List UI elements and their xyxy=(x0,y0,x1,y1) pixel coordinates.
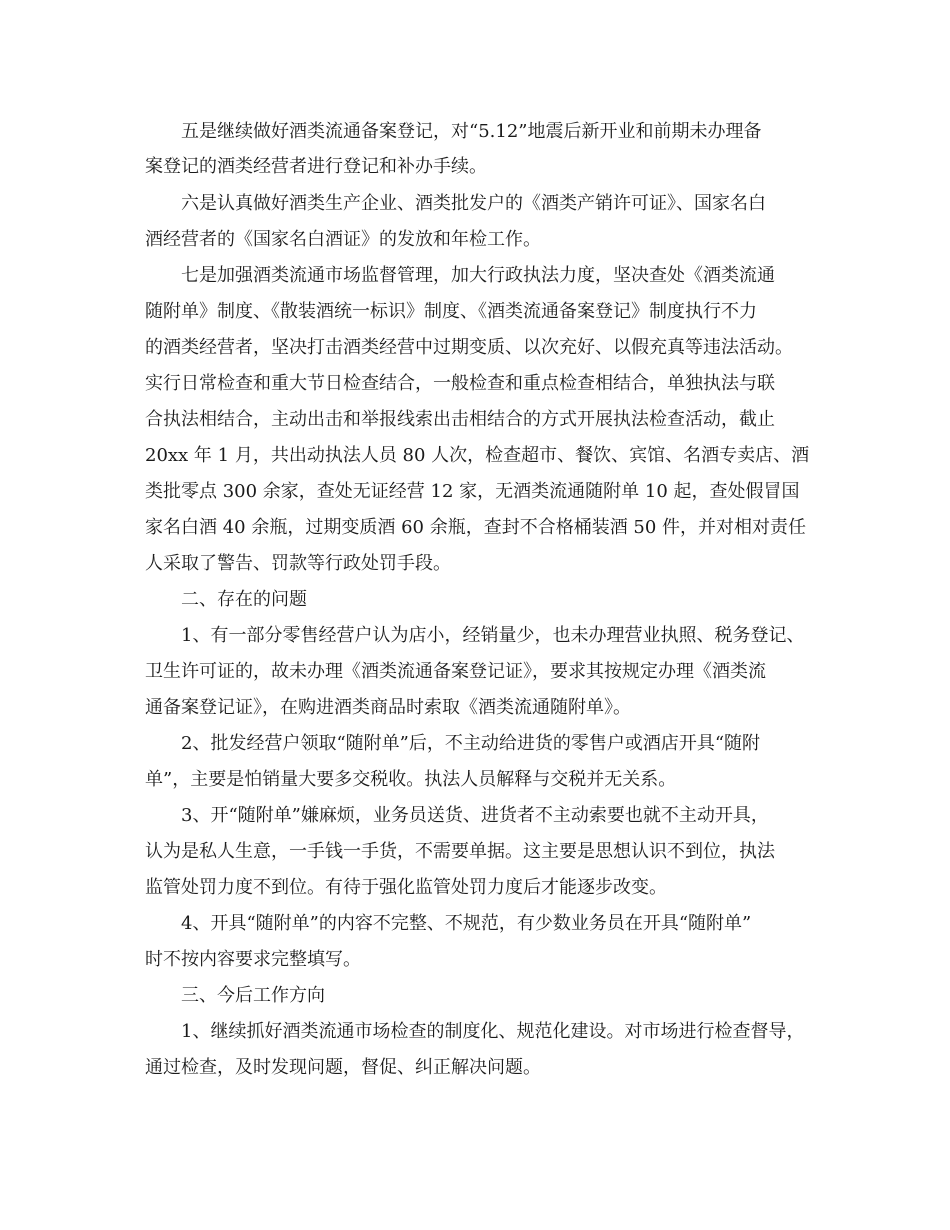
paragraph-line: 案登记的酒类经营者进行登记和补办手续。 xyxy=(145,156,487,177)
paragraph-line: 卫生许可证的，故未办理《酒类流通备案登记证》，要求其按规定办理《酒类流 xyxy=(145,661,766,682)
section-heading: 二、存在的问题 xyxy=(181,589,307,610)
paragraph-line: 酒经营者的《国家名白酒证》的发放和年检工作。 xyxy=(145,229,541,250)
paragraph-line: 通过检查，及时发现问题，督促、纠正解决问题。 xyxy=(145,1057,541,1078)
paragraph-line: 七是加强酒类流通市场监督管理，加大行政执法力度，坚决查处《酒类流通 xyxy=(181,265,775,286)
paragraph-line: 3、开“随附单”嫌麻烦，业务员送货、进货者不主动索要也就不主动开具， xyxy=(181,805,769,826)
paragraph-line: 单”，主要是怕销量大要多交税收。执法人员解释与交税并无关系。 xyxy=(145,769,677,790)
paragraph-line: 认为是私人生意，一手钱一手货，不需要单据。这主要是思想认识不到位，执法 xyxy=(145,841,775,862)
paragraph-line: 的酒类经营者，坚决打击酒类经营中过期变质、以次充好、以假充真等违法活动。 xyxy=(145,337,793,358)
paragraph-line: 家名白酒 40 余瓶，过期变质酒 60 余瓶，查封不合格桶装酒 50 件，并对相对责任 xyxy=(145,517,807,538)
paragraph-line: 五是继续做好酒类流通备案登记，对“5.12”地震后新开业和前期未办理备 xyxy=(181,121,762,142)
paragraph-line: 1、继续抓好酒类流通市场检查的制度化、规范化建设。对市场进行检查督导， xyxy=(181,1021,805,1042)
paragraph-line: 时不按内容要求完整填写。 xyxy=(145,949,361,970)
paragraph-line: 监管处罚力度不到位。有待于强化监管处罚力度后才能逐步改变。 xyxy=(145,877,667,898)
paragraph-line: 4、开具“随附单”的内容不完整、不规范，有少数业务员在开具“随附单” xyxy=(181,913,752,934)
paragraph-line: 实行日常检查和重大节日检查结合，一般检查和重点检查相结合，单独执法与联 xyxy=(145,373,775,394)
paragraph-line: 通备案登记证》，在购进酒类商品时索取《酒类流通随附单》。 xyxy=(145,697,631,718)
paragraph-line: 人采取了警告、罚款等行政处罚手段。 xyxy=(145,553,451,574)
paragraph-line: 1、有一部分零售经营户认为店小，经销量少，也未办理营业执照、税务登记、 xyxy=(181,625,805,646)
paragraph-line: 六是认真做好酒类生产企业、酒类批发户的《酒类产销许可证》、国家名白 xyxy=(181,193,766,214)
section-heading: 三、今后工作方向 xyxy=(181,985,325,1006)
paragraph-line: 合执法相结合，主动出击和举报线索出击相结合的方式开展执法检查活动，截止 xyxy=(145,409,775,430)
paragraph-line: 2、批发经营户领取“随附单”后，不主动给进货的零售户或酒店开具“随附 xyxy=(181,733,761,754)
paragraph-line: 类批零点 300 余家，查处无证经营 12 家，无酒类流通随附单 10 起，查处假冒国 xyxy=(145,481,800,502)
paragraph-line: 随附单》制度、《散装酒统一标识》制度、《酒类流通备案登记》制度执行不力 xyxy=(145,301,757,322)
paragraph-line: 20xx 年 1 月，共出动执法人员 80 人次，检查超市、餐饮、宾馆、名酒专卖店、酒 xyxy=(145,445,810,466)
